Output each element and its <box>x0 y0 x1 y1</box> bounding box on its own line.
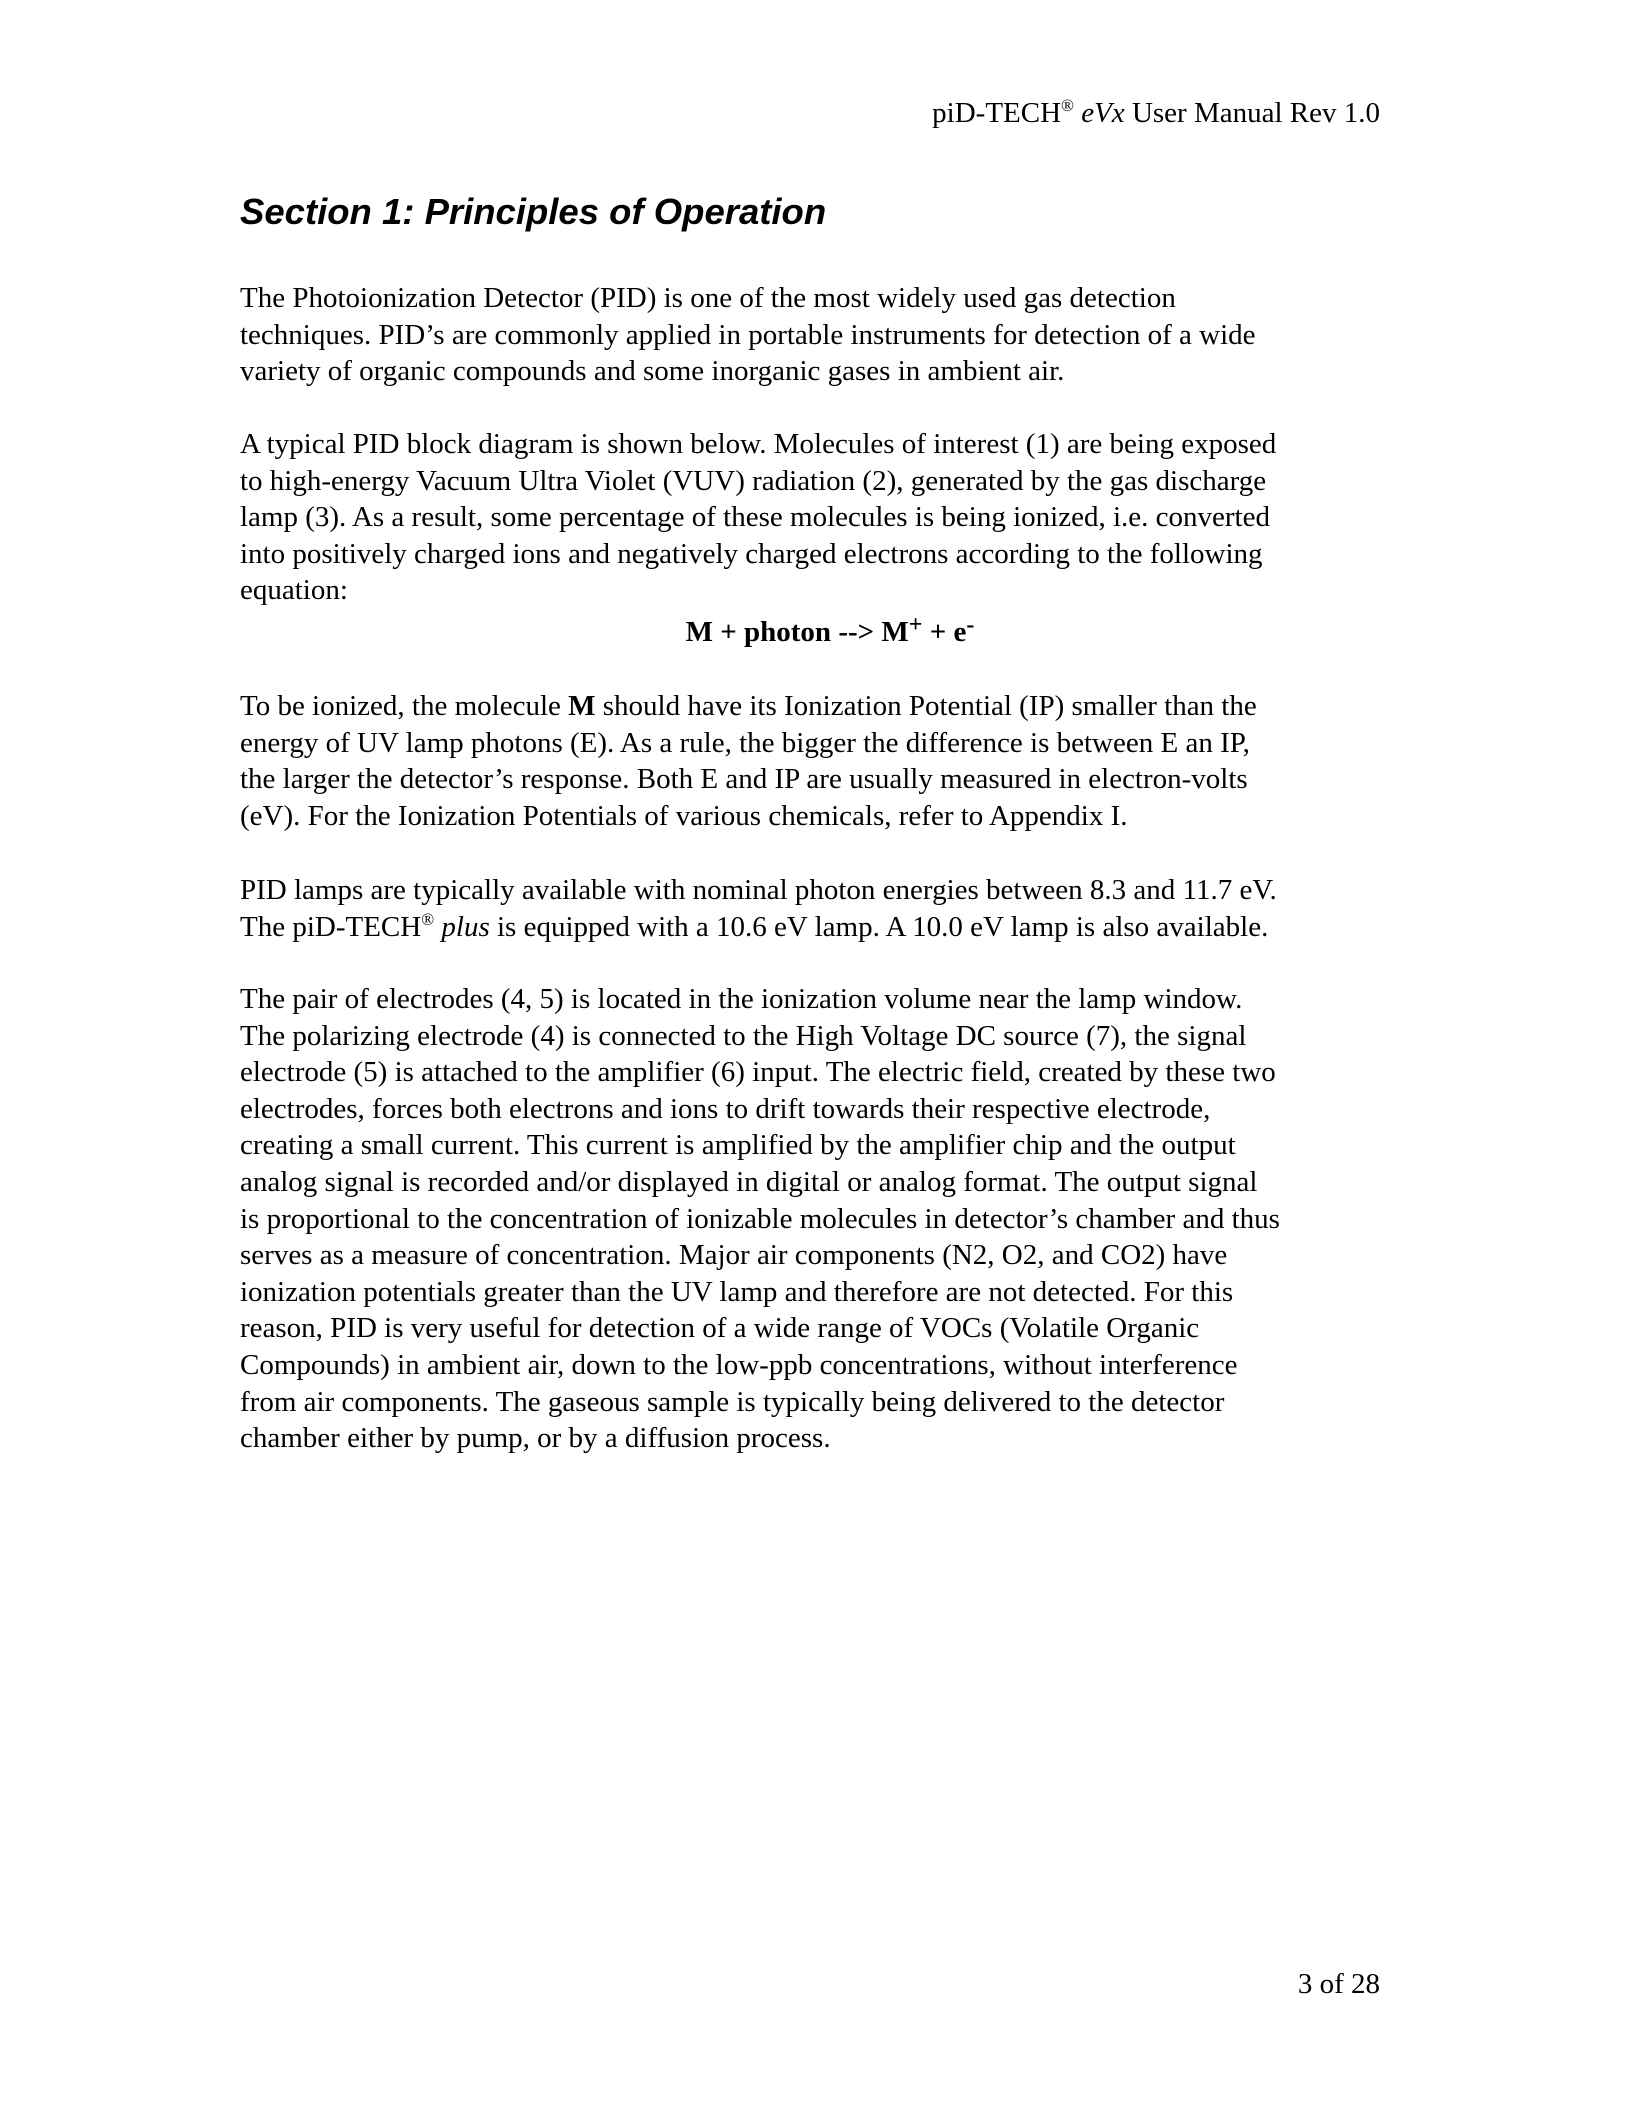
text-line: creating a small current. This current is amplified by the amplifier chip and the output <box>240 1129 1236 1162</box>
ionization-equation <box>0 614 1632 650</box>
text-line: The pair of electrodes (4, 5) is located in the ionization volume near the lamp window. <box>240 983 1243 1015</box>
molecule-symbol: M <box>568 690 596 722</box>
text-line: The polarizing electrode (4) is connected to the High Voltage DC source (7), the signal <box>240 1019 1247 1052</box>
text-run: is equipped with a 10.6 eV lamp. A 10.0 eV lamp is also available. <box>489 910 1269 943</box>
paragraph-lamp-energies <box>240 872 1385 945</box>
text-line: analog signal is recorded and/or displayed in digital or analog format. The output signal <box>240 1165 1258 1198</box>
equation-middle: + e <box>922 616 967 648</box>
header-model: eVx <box>1081 97 1125 129</box>
text-line: energy of UV lamp photons (E). As a rule, the bigger the difference is between E an IP, <box>240 726 1250 759</box>
text-line: the larger the detector’s response. Both E and IP are usually measured in electron-volts <box>240 763 1248 796</box>
section-title: Section 1: Principles of Operation <box>240 191 827 232</box>
text-line: ionization potentials greater than the UV lamp and therefore are not detected. For this <box>240 1275 1234 1308</box>
text-line: techniques. PID’s are commonly applied in portable instruments for detection of a wide <box>240 318 1256 351</box>
equation-ion-charge: + <box>908 612 923 638</box>
header-product: piD-TECH <box>932 97 1062 129</box>
text-line: reason, PID is very useful for detection of a wide range of VOCs (Volatile Organic <box>240 1312 1200 1345</box>
text-line: PID lamps are typically available with nominal photon energies between 8.3 and 11.7 eV. <box>240 874 1277 906</box>
page-number: 3 of 28 <box>1297 1968 1380 2000</box>
paragraph-block-diagram <box>240 426 1385 609</box>
text-line: equation: <box>240 574 348 607</box>
text-run: To be ionized, the molecule <box>240 690 569 722</box>
paragraph-ionization-potential <box>240 688 1385 834</box>
text-run: should have its Ionization Potential (IP) smaller than the <box>595 690 1257 722</box>
text-line: into positively charged ions and negatively charged electrons according to the following <box>240 537 1263 570</box>
text-line: variety of organic compounds and some inorganic gases in ambient air. <box>240 355 1065 388</box>
text-line: Compounds) in ambient air, down to the low-ppb concentrations, without interference <box>240 1348 1238 1381</box>
paragraph-intro <box>240 280 1385 390</box>
header-rest: User Manual Rev 1.0 <box>1124 97 1380 129</box>
text-line: (eV). For the Ionization Potentials of various chemicals, refer to Appendix I. <box>240 799 1128 832</box>
product-variant: plus <box>441 910 490 943</box>
text-line: electrode (5) is attached to the amplifier (6) input. The electric field, created by these two <box>240 1056 1276 1089</box>
text-line: electrodes, forces both electrons and ions to drift towards their respective electrode, <box>240 1092 1211 1125</box>
text-line: is proportional to the concentration of ionizable molecules in detector’s chamber and thus <box>240 1202 1280 1235</box>
equation-left: M + photon --> M <box>685 616 909 648</box>
text-run: The piD-TECH <box>240 910 422 943</box>
text-line: lamp (3). As a result, some percentage of these molecules is being ionized, i.e. converted <box>240 501 1270 534</box>
text-line <box>240 909 1385 946</box>
header-registered-mark: ® <box>1061 96 1074 115</box>
paragraph-electrodes <box>240 981 1385 1457</box>
running-header <box>932 96 1380 130</box>
equation-electron-charge: - <box>966 612 975 638</box>
text-line: serves as a measure of concentration. Major air components (N2, O2, and CO2) have <box>240 1239 1228 1272</box>
registered-mark: ® <box>421 909 435 929</box>
text-line <box>240 688 1385 725</box>
text-line: to high-energy Vacuum Ultra Violet (VUV) radiation (2), generated by the gas discharge <box>240 464 1267 497</box>
text-line: from air components. The gaseous sample is typically being delivered to the detector <box>240 1385 1225 1418</box>
text-line: A typical PID block diagram is shown below. Molecules of interest (1) are being exposed <box>240 428 1277 460</box>
text-line: chamber either by pump, or by a diffusion process. <box>240 1422 831 1455</box>
text-line: The Photoionization Detector (PID) is one of the most widely used gas detection <box>240 282 1176 314</box>
